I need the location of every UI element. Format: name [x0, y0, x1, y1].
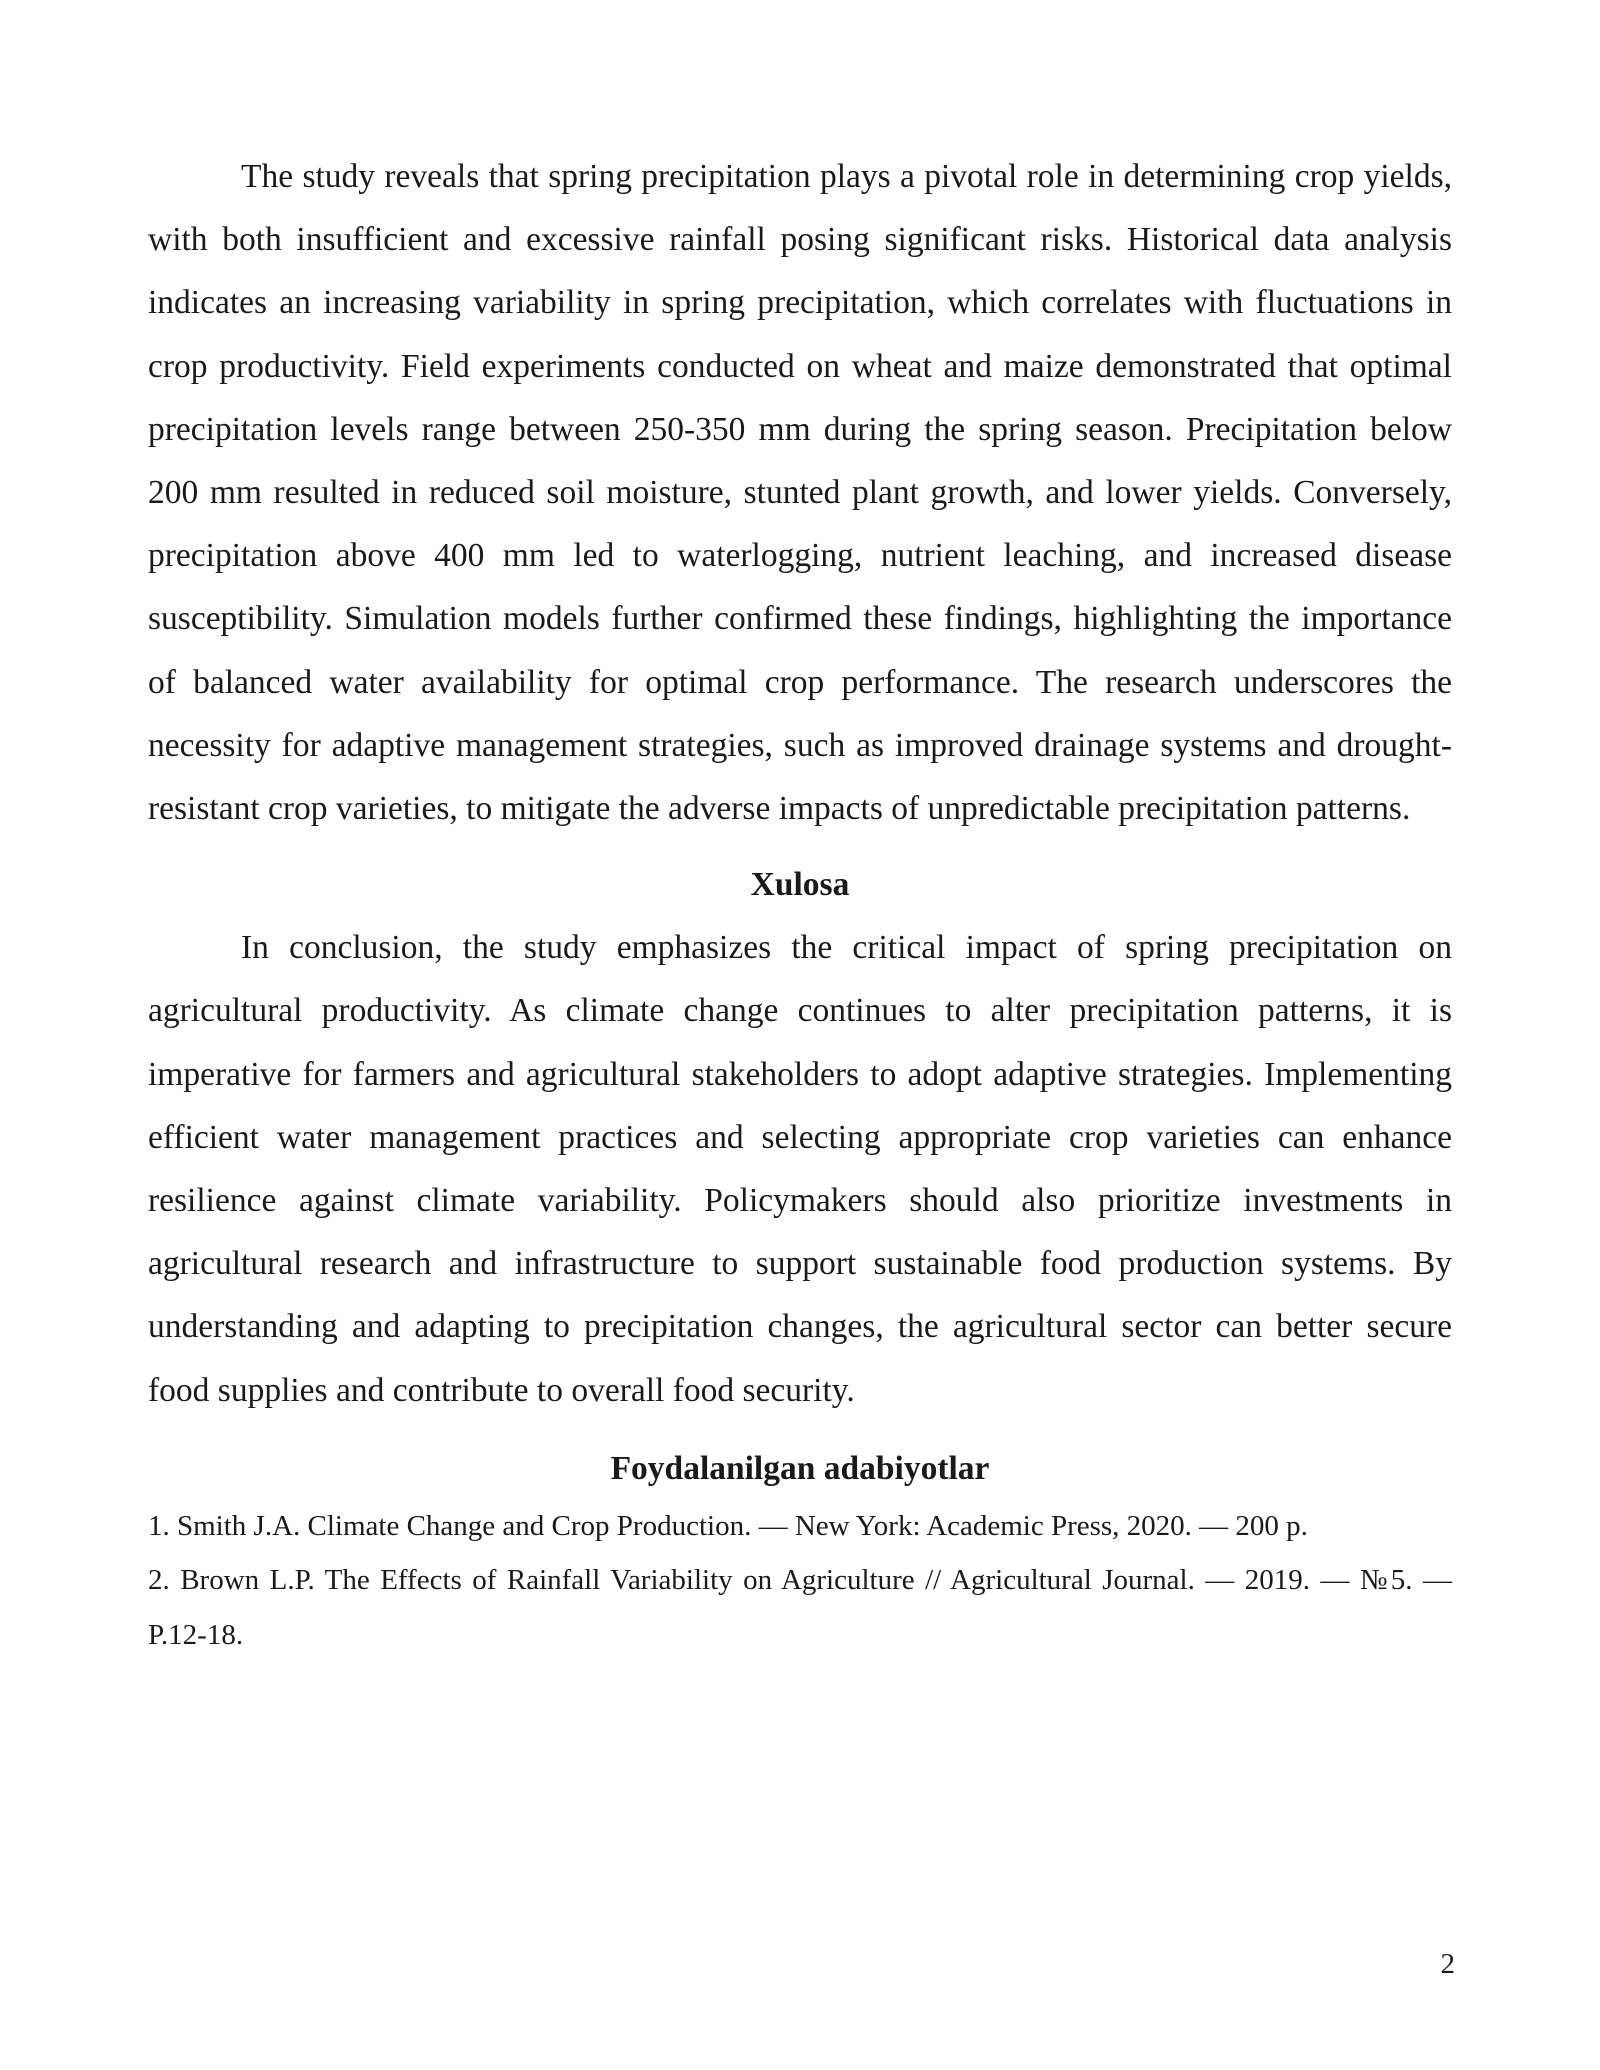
- references-heading: Foydalanilgan adabiyotlar: [610, 1449, 990, 1487]
- conclusion-paragraph: In conclusion, the study emphasizes the critical impact of spring precipitation on agricultural productivity. As climate change continues to alter precipitation patterns, it is imperative for farmers and agricultural stakeholders to adopt adaptive strategies. Implementing efficient water management practices and selecting appropriate crop varieties can enhance resilience against climate variability. Policymakers should also prioritize investments in agricultural research and infrastructure to support sustainable food production systems. By understanding and adapting to precipitation changes, the agricultural sector can better secure food supplies and contribute to overall food security.: [148, 929, 1452, 1409]
- document-page: [148, 145, 1452, 1662]
- reference-item: 1. Smith J.A. Climate Change and Crop Production. — New York: Academic Press, 2020. — 200 p.: [148, 1509, 1308, 1542]
- conclusion-heading: Xulosa: [750, 866, 850, 904]
- references-list: [148, 1499, 1452, 1663]
- page-number: 2: [1440, 1948, 1455, 1980]
- reference-item: 2. Brown L.P. The Effects of Rainfall Variability on Agriculture // Agricultural Journal. — 2019. — №5. — P.12-18.: [148, 1564, 1452, 1651]
- results-paragraph: The study reveals that spring precipitation plays a pivotal role in determining crop yields, with both insufficient and excessive rainfall posing significant risks. Historical data analysis indicates an increasing variability in spring precipitation, which correlates with fluctuations in crop productivity. Field experiments conducted on wheat and maize demonstrated that optimal precipitation levels range between 250-350 mm during the spring season. Precipitation below 200 mm resulted in reduced soil moisture, stunted plant growth, and lower yields. Conversely, precipitation above 400 mm led to waterlogging, nutrient leaching, and increased disease susceptibility. Simulation models further confirmed these findings, highlighting the importance of balanced water availability for optimal crop performance. The research underscores the necessity for adaptive management strategies, such as improved drainage systems and drought-resistant crop varieties, to mitigate the adverse impacts of unpredictable precipitation patterns.: [148, 158, 1452, 828]
